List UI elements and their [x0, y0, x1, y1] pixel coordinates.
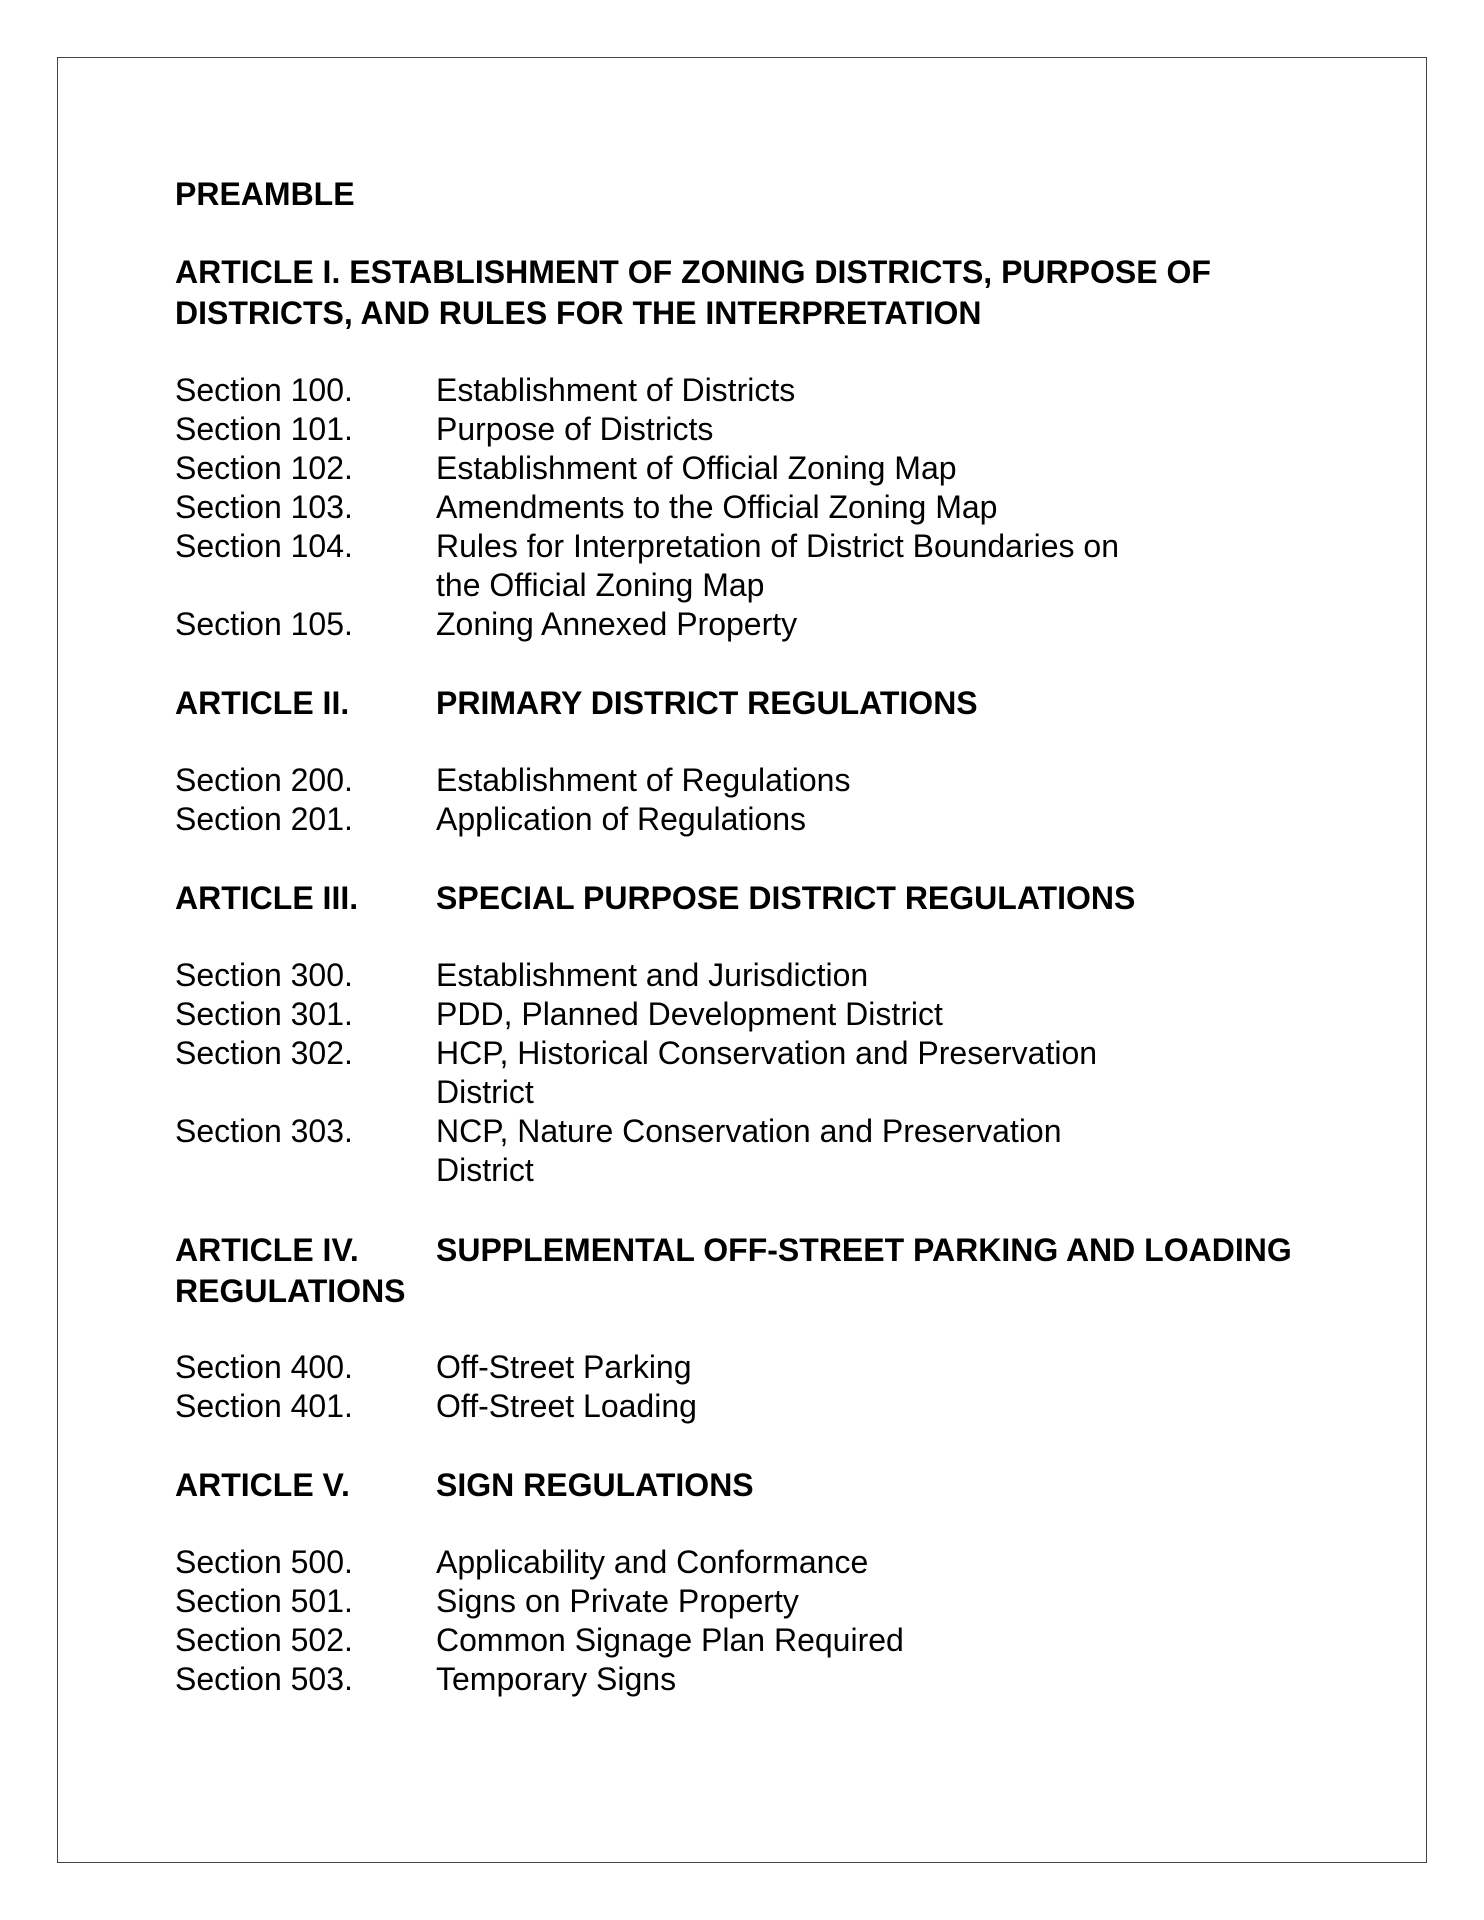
section-row[interactable]	[175, 1034, 1295, 1112]
section-title: NCP, Nature Conservation and Preservation District	[436, 1113, 1062, 1188]
article-4-number: ARTICLE IV.	[175, 1232, 359, 1268]
article-3-number: ARTICLE III.	[175, 880, 359, 916]
section-title: Establishment of Regulations	[436, 762, 851, 798]
section-number: Section 301.	[175, 996, 353, 1032]
section-title: Amendments to the Official Zoning Map	[436, 489, 998, 525]
section-number: Section 500.	[175, 1544, 353, 1580]
section-number: Section 102.	[175, 450, 353, 486]
article-3-title: SPECIAL PURPOSE DISTRICT REGULATIONS	[436, 880, 1136, 916]
section-number: Section 104.	[175, 528, 353, 564]
section-title: Purpose of Districts	[436, 411, 714, 447]
article-5-number: ARTICLE V.	[175, 1467, 350, 1503]
article-5-heading[interactable]	[175, 1466, 1295, 1505]
section-row[interactable]	[175, 527, 1295, 605]
article-5-title: SIGN REGULATIONS	[436, 1467, 754, 1503]
section-row[interactable]	[175, 1348, 1295, 1387]
section-row[interactable]	[175, 800, 1295, 839]
section-title: Establishment of Districts	[436, 372, 796, 408]
article-1-heading[interactable]	[175, 252, 1295, 334]
article-4-heading[interactable]	[175, 1230, 1295, 1312]
section-title: Off-Street Parking	[436, 1349, 692, 1385]
section-row[interactable]	[175, 371, 1295, 410]
article-3-sections	[175, 956, 1295, 1190]
section-title: Application of Regulations	[436, 801, 807, 837]
section-number: Section 103.	[175, 489, 353, 525]
section-number: Section 200.	[175, 762, 353, 798]
section-title: Establishment and Jurisdiction	[436, 957, 869, 993]
section-number: Section 503.	[175, 1661, 353, 1697]
article-4-sections	[175, 1348, 1295, 1426]
section-row[interactable]	[175, 410, 1295, 449]
preamble-heading[interactable]: PREAMBLE	[175, 176, 355, 212]
table-of-contents	[175, 174, 1295, 1739]
section-number: Section 101.	[175, 411, 353, 447]
article-2-title: PRIMARY DISTRICT REGULATIONS	[436, 685, 978, 721]
article-1-number: ARTICLE I	[175, 254, 332, 290]
article-1-title: . ESTABLISHMENT OF ZONING DISTRICTS, PURPOSE OF DISTRICTS, AND RULES FOR THE INTERPRETATION	[175, 254, 1211, 331]
section-number: Section 302.	[175, 1035, 353, 1071]
section-number: Section 300.	[175, 957, 353, 993]
article-3-heading[interactable]	[175, 879, 1295, 918]
section-number: Section 105.	[175, 606, 353, 642]
section-row[interactable]	[175, 1621, 1295, 1660]
section-title: HCP, Historical Conservation and Preservation District	[436, 1035, 1098, 1110]
section-number: Section 502.	[175, 1622, 353, 1658]
section-title: PDD, Planned Development District	[436, 996, 943, 1032]
section-row[interactable]	[175, 956, 1295, 995]
article-2-number: ARTICLE II.	[175, 685, 350, 721]
section-number: Section 201.	[175, 801, 353, 837]
section-title: Establishment of Official Zoning Map	[436, 450, 957, 486]
section-row[interactable]	[175, 488, 1295, 527]
section-row[interactable]	[175, 449, 1295, 488]
section-number: Section 400.	[175, 1349, 353, 1385]
section-title: Off-Street Loading	[436, 1388, 697, 1424]
article-2-heading[interactable]	[175, 684, 1295, 723]
article-1-sections	[175, 371, 1295, 644]
section-title: Common Signage Plan Required	[436, 1622, 904, 1658]
section-title: Rules for Interpretation of District Boundaries on the Official Zoning Map	[436, 528, 1119, 603]
section-row[interactable]	[175, 1112, 1295, 1190]
section-row[interactable]	[175, 761, 1295, 800]
article-4-title: SUPPLEMENTAL OFF-STREET PARKING AND LOADING REGULATIONS	[175, 1232, 1292, 1309]
section-row[interactable]	[175, 1543, 1295, 1582]
article-5-sections	[175, 1543, 1295, 1699]
section-row[interactable]	[175, 995, 1295, 1034]
section-number: Section 303.	[175, 1113, 353, 1149]
section-row[interactable]	[175, 1660, 1295, 1699]
section-row[interactable]	[175, 1582, 1295, 1621]
section-title: Temporary Signs	[436, 1661, 677, 1697]
section-row[interactable]	[175, 605, 1295, 644]
section-title: Applicability and Conformance	[436, 1544, 869, 1580]
article-2-sections	[175, 761, 1295, 839]
section-title: Zoning Annexed Property	[436, 606, 798, 642]
section-title: Signs on Private Property	[436, 1583, 799, 1619]
section-row[interactable]	[175, 1387, 1295, 1426]
section-number: Section 401.	[175, 1388, 353, 1424]
section-number: Section 501.	[175, 1583, 353, 1619]
section-number: Section 100.	[175, 372, 353, 408]
